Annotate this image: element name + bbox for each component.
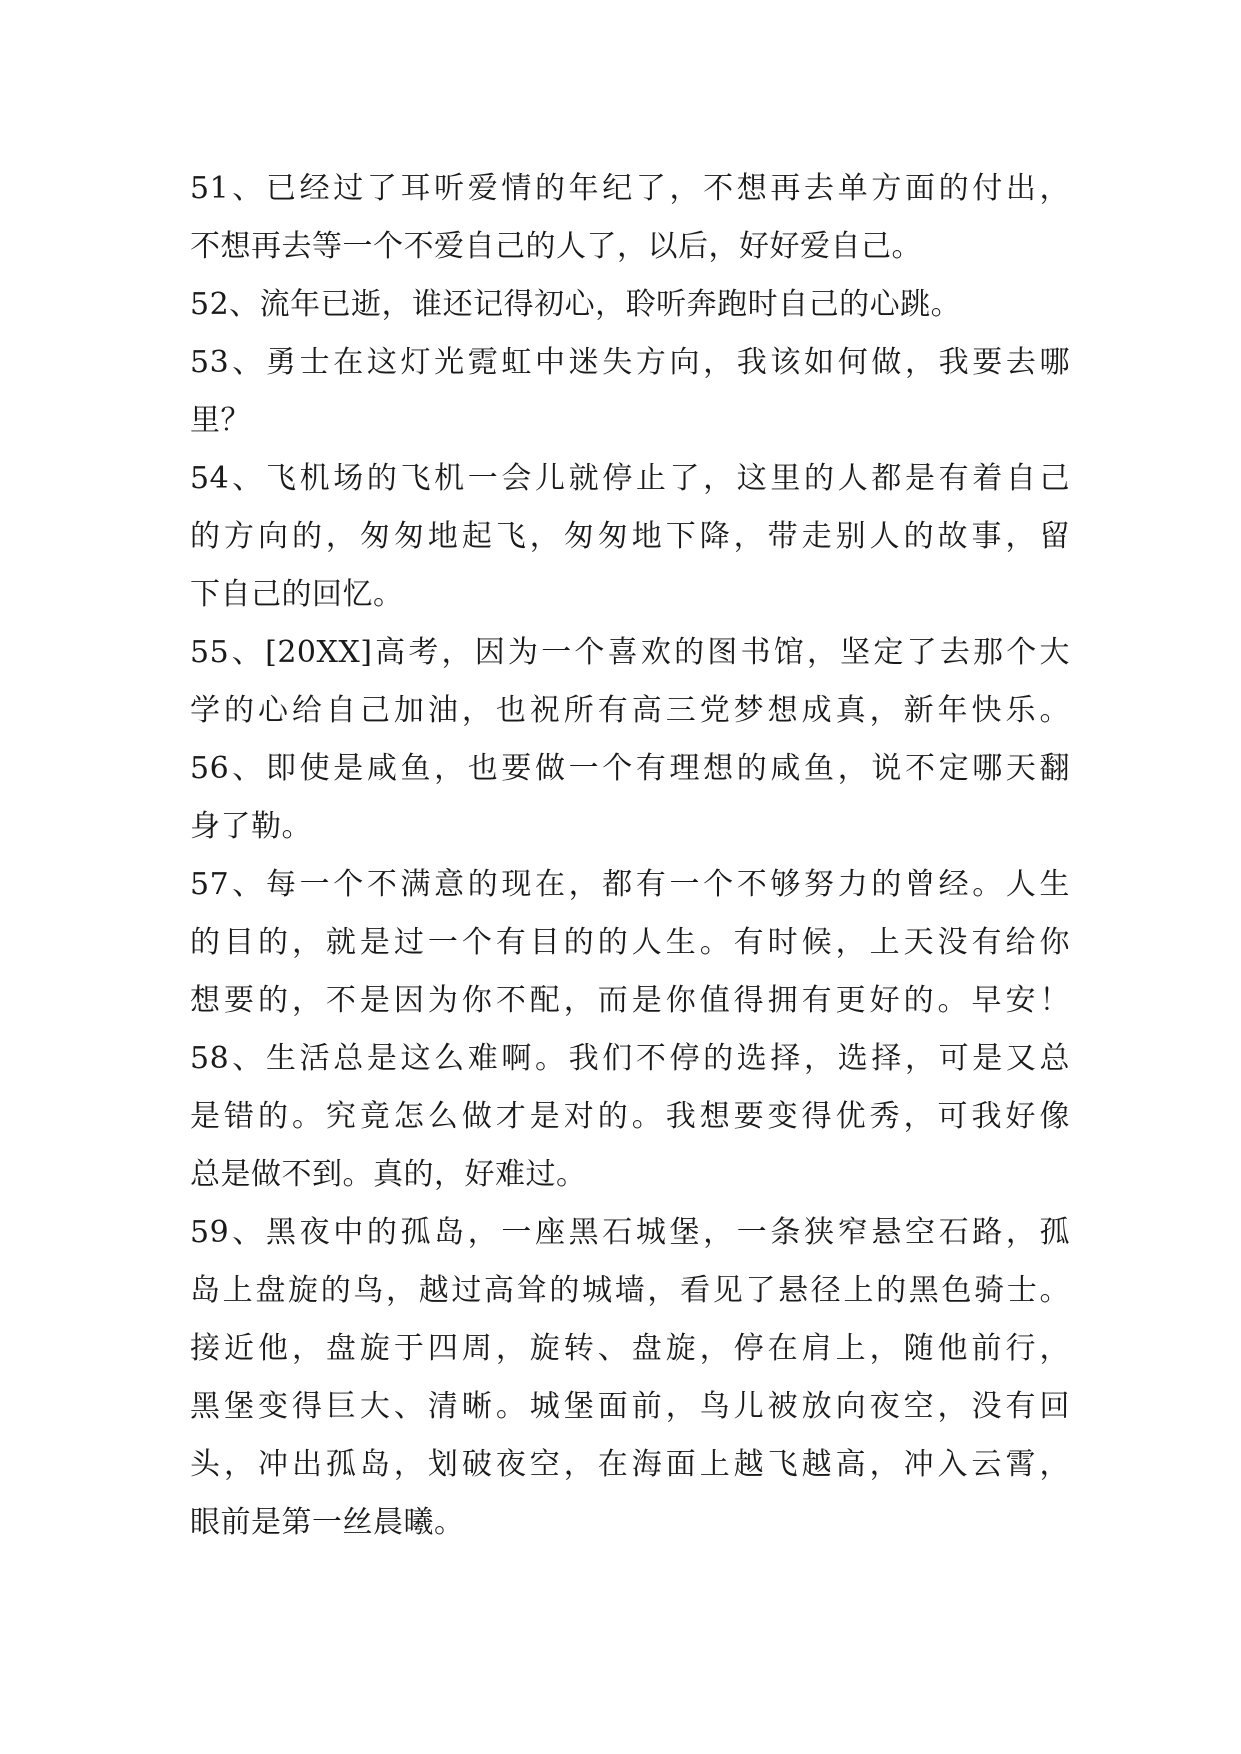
text-line: 岛上盘旋的鸟，越过高耸的城墙，看见了悬径上的黑色骑士。 bbox=[190, 1273, 1070, 1308]
text-line: 57、每一个不满意的现在，都有一个不够努力的曾经。人生 bbox=[190, 867, 1070, 902]
text-line: 身了勒。 bbox=[190, 809, 312, 844]
text-line: 下自己的回忆。 bbox=[190, 577, 404, 612]
text-line: 学的心给自己加油，也祝所有高三党梦想成真，新年快乐。 bbox=[190, 693, 1070, 728]
text-line: 58、生活总是这么难啊。我们不停的选择，选择，可是又总 bbox=[190, 1041, 1070, 1076]
text-line: 56、即使是咸鱼，也要做一个有理想的咸鱼，说不定哪天翻 bbox=[190, 751, 1070, 786]
text-line: 不想再去等一个不爱自己的人了，以后，好好爱自己。 bbox=[190, 229, 922, 264]
text-line: 接近他，盘旋于四周，旋转、盘旋，停在肩上，随他前行， bbox=[190, 1331, 1070, 1366]
document-body bbox=[190, 160, 1070, 1552]
text-line: 52、流年已逝，谁还记得初心，聆听奔跑时自己的心跳。 bbox=[190, 287, 962, 322]
text-line: 想要的，不是因为你不配，而是你值得拥有更好的。早安！ bbox=[190, 983, 1070, 1018]
text-line: 黑堡变得巨大、清晰。城堡面前，鸟儿被放向夜空，没有回 bbox=[190, 1389, 1070, 1424]
text-line: 54、飞机场的飞机一会儿就停止了，这里的人都是有着自己 bbox=[190, 461, 1070, 496]
text-line: 53、勇士在这灯光霓虹中迷失方向，我该如何做，我要去哪 bbox=[190, 345, 1070, 380]
text-line: 是错的。究竟怎么做才是对的。我想要变得优秀，可我好像 bbox=[190, 1099, 1070, 1134]
text-line: 里？ bbox=[190, 403, 251, 438]
text-line: 总是做不到。真的，好难过。 bbox=[190, 1157, 587, 1192]
text-line: 的目的，就是过一个有目的的人生。有时候，上天没有给你 bbox=[190, 925, 1070, 960]
text-line: 的方向的，匆匆地起飞，匆匆地下降，带走别人的故事，留 bbox=[190, 519, 1070, 554]
text-line: 59、黑夜中的孤岛，一座黑石城堡，一条狭窄悬空石路，孤 bbox=[190, 1215, 1070, 1250]
text-line: 头，冲出孤岛，划破夜空，在海面上越飞越高，冲入云霄， bbox=[190, 1447, 1070, 1482]
text-line: 眼前是第一丝晨曦。 bbox=[190, 1505, 465, 1540]
text-line: 55、[20XX]高考，因为一个喜欢的图书馆，坚定了去那个大 bbox=[190, 635, 1070, 670]
text-line: 51、已经过了耳听爱情的年纪了，不想再去单方面的付出， bbox=[190, 171, 1070, 206]
